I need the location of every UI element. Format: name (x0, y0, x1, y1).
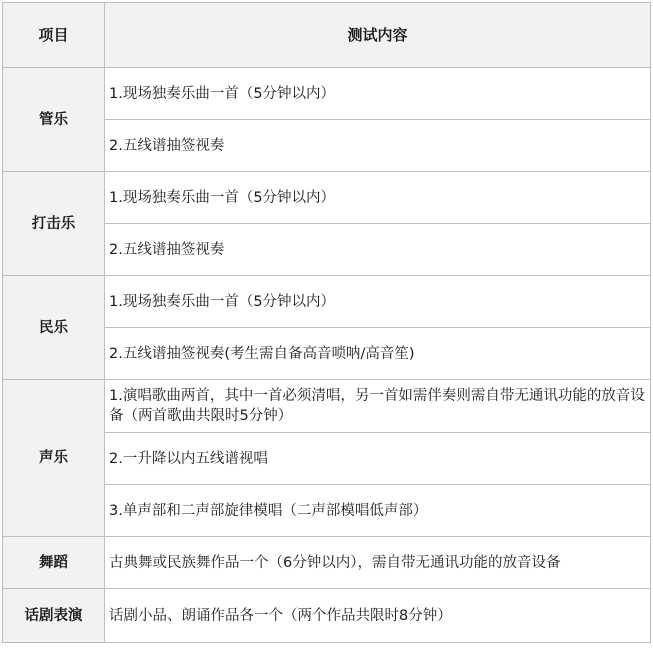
table-row (3, 172, 651, 224)
content-cell: 古典舞或民族舞作品一个（6分钟以内），需自带无通讯功能的放音设备 (105, 537, 651, 589)
exam-content-table (2, 2, 651, 643)
content-cell: 2.一升降以内五线谱视唱 (105, 433, 651, 485)
content-cell: 1.现场独奏乐曲一首（5分钟以内） (105, 276, 651, 328)
content-cell: 2.五线谱抽签视奏(考生需自备高音唢呐/高音笙) (105, 328, 651, 380)
content-cell: 1.现场独奏乐曲一首（5分钟以内） (105, 68, 651, 120)
content-cell: 1.演唱歌曲两首，其中一首必须清唱，另一首如需伴奏则需自带无通讯功能的放音设备（两首歌曲共限时5分钟） (105, 380, 651, 433)
header-content: 测试内容 (105, 3, 651, 68)
item-cell-percussion: 打击乐 (3, 172, 105, 276)
table-row (3, 380, 651, 433)
item-cell-wind: 管乐 (3, 68, 105, 172)
content-cell: 2.五线谱抽签视奏 (105, 224, 651, 276)
content-cell: 3.单声部和二声部旋律模唱（二声部模唱低声部） (105, 485, 651, 537)
content-cell: 2.五线谱抽签视奏 (105, 120, 651, 172)
content-cell: 话剧小品、朗诵作品各一个（两个作品共限时8分钟） (105, 589, 651, 643)
item-cell-folk: 民乐 (3, 276, 105, 380)
item-cell-drama: 话剧表演 (3, 589, 105, 643)
table-row (3, 589, 651, 643)
header-item: 项目 (3, 3, 105, 68)
item-cell-vocal: 声乐 (3, 380, 105, 537)
table-header-row (3, 3, 651, 68)
content-cell: 1.现场独奏乐曲一首（5分钟以内） (105, 172, 651, 224)
table-row (3, 68, 651, 120)
table-row (3, 537, 651, 589)
item-cell-dance: 舞蹈 (3, 537, 105, 589)
table-row (3, 276, 651, 328)
